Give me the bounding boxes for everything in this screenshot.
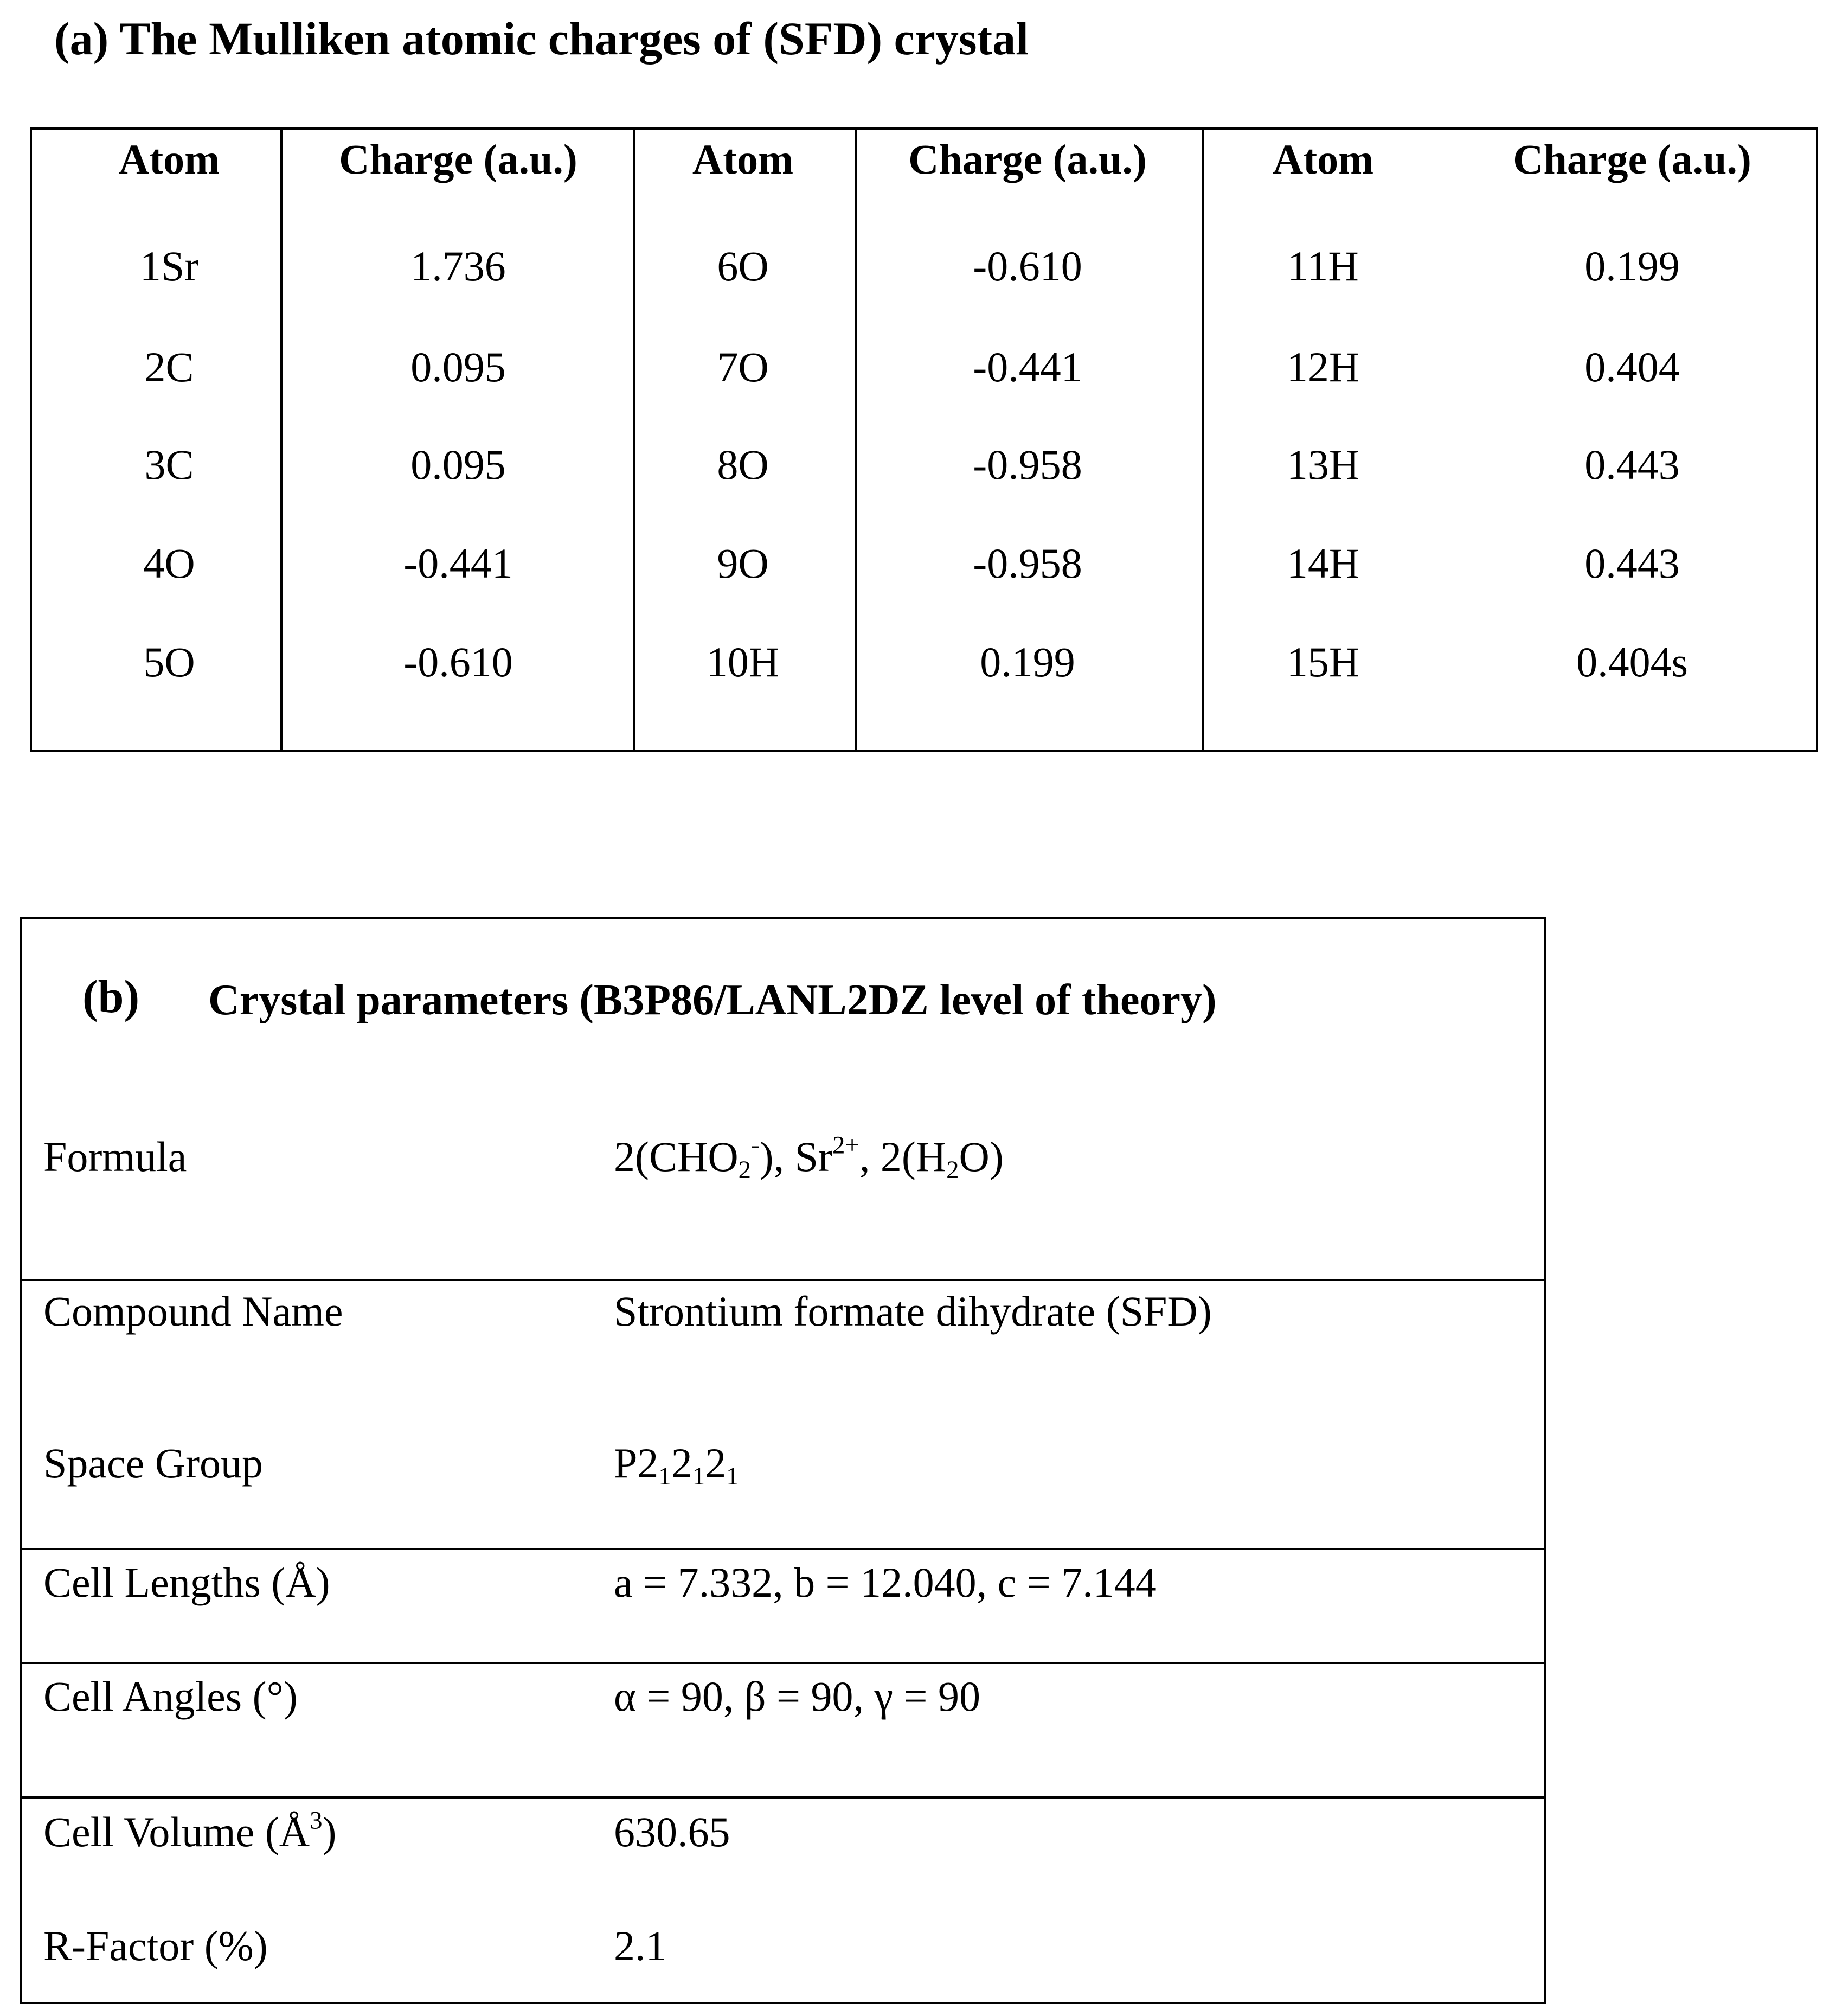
atom-cell: 12H <box>1286 343 1360 391</box>
charge-cell: 0.095 <box>410 343 506 391</box>
atom-cell: 14H <box>1286 540 1360 587</box>
charge-cell: 0.095 <box>410 441 506 488</box>
atom-cell: 10H <box>706 638 780 686</box>
formula-label: Formula <box>43 1133 187 1180</box>
charge-cell: -0.441 <box>973 343 1082 391</box>
atom-cell: 3C <box>144 441 194 488</box>
row-divider <box>22 1662 1544 1664</box>
column-header: Atom <box>1272 136 1374 183</box>
column-header: Atom <box>692 136 794 183</box>
atom-cell: 5O <box>143 638 195 686</box>
atom-cell: 13H <box>1286 441 1360 488</box>
charge-cell: 0.404s <box>1576 638 1688 686</box>
crystal-parameters-table <box>20 917 1546 2004</box>
space-group-value: $P2_12_12_1$ <box>614 1439 739 1491</box>
compound-name-label: Compound Name <box>43 1288 343 1335</box>
table-a-title: (a) The Mulliken atomic charges of (SFD) crystal <box>54 12 1029 65</box>
cell-volume-value: 630.65 <box>614 1808 730 1855</box>
cell-angles-label: Cell Angles (°) <box>43 1673 298 1720</box>
row-divider <box>22 1796 1544 1799</box>
atom-cell: 7O <box>717 343 769 391</box>
charge-cell: -0.958 <box>973 441 1082 488</box>
charge-cell: -0.610 <box>403 638 513 686</box>
row-divider <box>22 1548 1544 1550</box>
formula-value: $2(CHO_2^-)$, $Sr^{2+}$, $2(H_2O)$ <box>614 1131 1004 1185</box>
charge-cell: -0.610 <box>973 242 1082 290</box>
column-divider <box>280 130 283 750</box>
charge-cell: -0.958 <box>973 540 1082 587</box>
charge-cell: 0.404 <box>1584 343 1680 391</box>
cell-lengths-value: a = 7.332, b = 12.040, c = 7.144 <box>614 1559 1157 1606</box>
column-divider <box>855 130 857 750</box>
cell-angles-value: α = 90, β = 90, γ = 90 <box>614 1673 980 1720</box>
charge-cell: 0.443 <box>1584 441 1680 488</box>
charge-cell: 0.199 <box>1584 242 1680 290</box>
table-b-title: Crystal parameters (B3P86/LANL2DZ level of theory) <box>208 976 1217 1024</box>
atom-cell: 11H <box>1287 242 1359 290</box>
column-header: Charge (a.u.) <box>908 136 1147 183</box>
cell-lengths-label: Cell Lengths (Å) <box>43 1559 330 1606</box>
r-factor-label: R-Factor (%) <box>43 1922 268 1969</box>
column-divider <box>633 130 635 750</box>
atom-cell: 9O <box>717 540 769 587</box>
column-header: Charge (a.u.) <box>1513 136 1751 183</box>
atom-cell: 6O <box>717 242 769 290</box>
charge-cell: 0.443 <box>1584 540 1680 587</box>
column-header: Atom <box>118 136 220 183</box>
table-b-tag: (b) <box>82 970 140 1022</box>
column-header: Charge (a.u.) <box>339 136 577 183</box>
row-divider <box>22 1279 1544 1281</box>
cell-volume-label: Cell Volume $(Å^3)$ <box>43 1806 337 1855</box>
atom-cell: 1Sr <box>139 242 199 290</box>
charge-cell: -0.441 <box>403 540 513 587</box>
r-factor-value: 2.1 <box>614 1922 667 1969</box>
charge-cell: 0.199 <box>980 638 1075 686</box>
compound-name-value: Strontium formate dihydrate (SFD) <box>614 1288 1212 1335</box>
column-divider <box>1202 130 1204 750</box>
charge-cell: 1.736 <box>410 242 506 290</box>
space-group-label: Space Group <box>43 1439 264 1487</box>
atom-cell: 8O <box>717 441 769 488</box>
mulliken-charges-table <box>30 127 1818 752</box>
atom-cell: 15H <box>1286 638 1360 686</box>
atom-cell: 2C <box>144 343 194 391</box>
atom-cell: 4O <box>143 540 195 587</box>
